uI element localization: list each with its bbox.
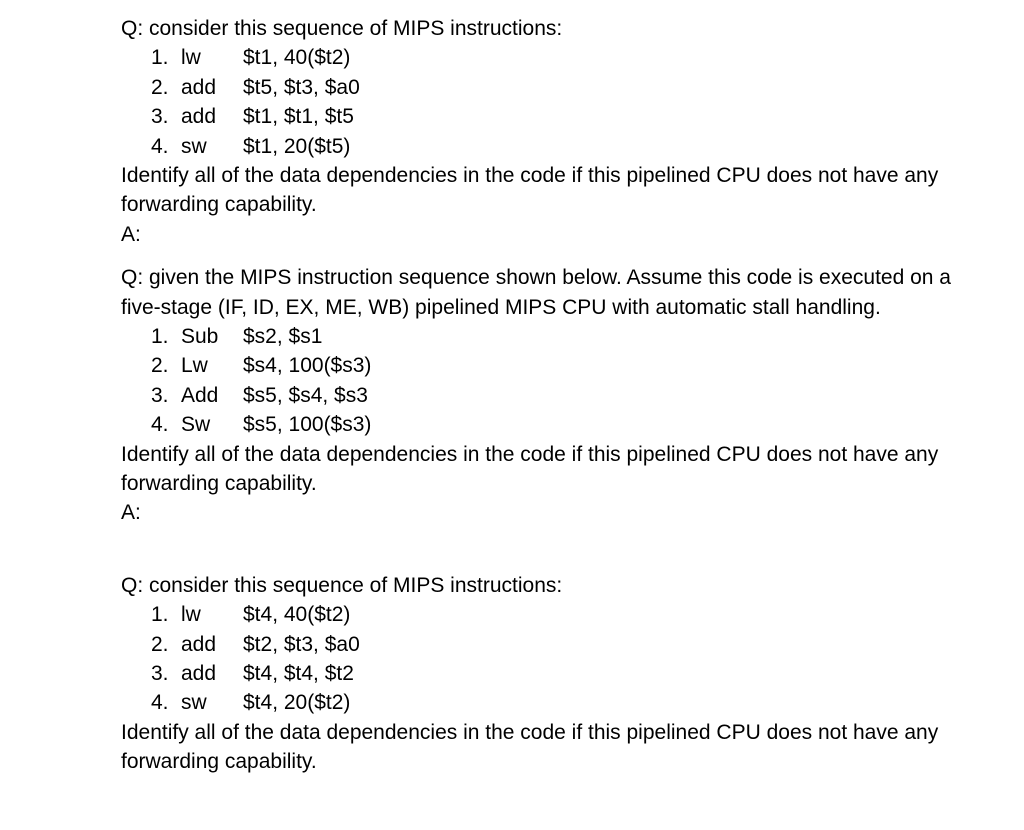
instruction-number: 3. — [151, 661, 169, 685]
spacer — [121, 249, 981, 263]
question-block-2 — [121, 263, 981, 528]
instruction-number: 3. — [151, 105, 169, 129]
instruction-operands: $s2, $s1 — [243, 325, 323, 348]
instruction-number: 2. — [151, 354, 169, 378]
prompt-text: Identify all of the data dependencies in the code if this pipelined CPU does not have any forwarding capability. — [121, 163, 939, 217]
answer-label: A: — [121, 222, 141, 246]
instruction-operands: $t5, $t3, $a0 — [243, 75, 360, 99]
instruction-item — [121, 381, 981, 410]
instruction-item — [121, 659, 981, 688]
instruction-opcode: sw — [181, 134, 207, 158]
instruction-number: 3. — [151, 383, 169, 407]
instruction-operands: $s4, 100($s3) — [243, 354, 372, 378]
spacer — [121, 528, 981, 571]
instruction-number: 4. — [151, 413, 169, 437]
instruction-opcode: add — [181, 632, 217, 656]
instruction-opcode: Sub — [181, 325, 219, 348]
question-text: Q: consider this sequence of MIPS instructions: — [121, 573, 563, 597]
question-block-3 — [121, 571, 981, 777]
instruction-operands: $s5, 100($s3) — [243, 413, 372, 437]
instruction-operands: $t1, 20($t5) — [243, 134, 351, 158]
instruction-item — [121, 630, 981, 659]
instruction-operands: $t2, $t3, $a0 — [243, 632, 360, 656]
instruction-opcode: sw — [181, 691, 207, 715]
instruction-operands: $t4, 20($t2) — [243, 691, 351, 715]
instruction-item — [121, 688, 981, 717]
instruction-opcode: lw — [181, 603, 201, 627]
instruction-item — [121, 132, 981, 161]
instruction-number: 1. — [151, 46, 169, 70]
answer-label: A: — [121, 501, 141, 525]
instruction-list — [121, 43, 981, 161]
instruction-number: 1. — [151, 325, 169, 348]
instruction-number: 4. — [151, 134, 169, 158]
prompt-text: Identify all of the data dependencies in the code if this pipelined CPU does not have any forwarding capability. — [121, 442, 939, 495]
instruction-item — [121, 43, 981, 72]
instruction-opcode: add — [181, 105, 217, 129]
instruction-opcode: Sw — [181, 413, 211, 437]
question-text: Q: consider this sequence of MIPS instructions: — [121, 17, 563, 40]
instruction-opcode: add — [181, 75, 217, 99]
instruction-opcode: Add — [181, 383, 219, 407]
instruction-number: 2. — [151, 75, 169, 99]
instruction-opcode: Lw — [181, 354, 208, 378]
instruction-item — [121, 73, 981, 102]
instruction-list — [121, 600, 981, 718]
prompt-text: Identify all of the data dependencies in the code if this pipelined CPU does not have any forwarding capability. — [121, 720, 939, 774]
instruction-operands: $t1, $t1, $t5 — [243, 105, 354, 129]
instruction-opcode: lw — [181, 46, 201, 70]
instruction-operands: $t4, $t4, $t2 — [243, 661, 354, 685]
instruction-operands: $t4, 40($t2) — [243, 603, 351, 627]
instruction-list — [121, 322, 981, 440]
instruction-item — [121, 600, 981, 629]
instruction-item — [121, 102, 981, 131]
question-block-1 — [121, 14, 981, 249]
instruction-operands: $t1, 40($t2) — [243, 46, 351, 70]
instruction-operands: $s5, $s4, $s3 — [243, 383, 368, 407]
instruction-item — [121, 351, 981, 380]
instruction-item — [121, 410, 981, 439]
instruction-opcode: add — [181, 661, 217, 685]
instruction-number: 1. — [151, 603, 169, 627]
instruction-number: 2. — [151, 632, 169, 656]
instruction-item — [121, 322, 981, 351]
document-body — [121, 14, 981, 777]
question-text: Q: given the MIPS instruction sequence shown below. Assume this code is executed on a five-stage (IF, ID, EX, ME, WB) pipelined MIPS CPU with automatic stall handling. — [121, 266, 951, 319]
instruction-number: 4. — [151, 691, 169, 715]
